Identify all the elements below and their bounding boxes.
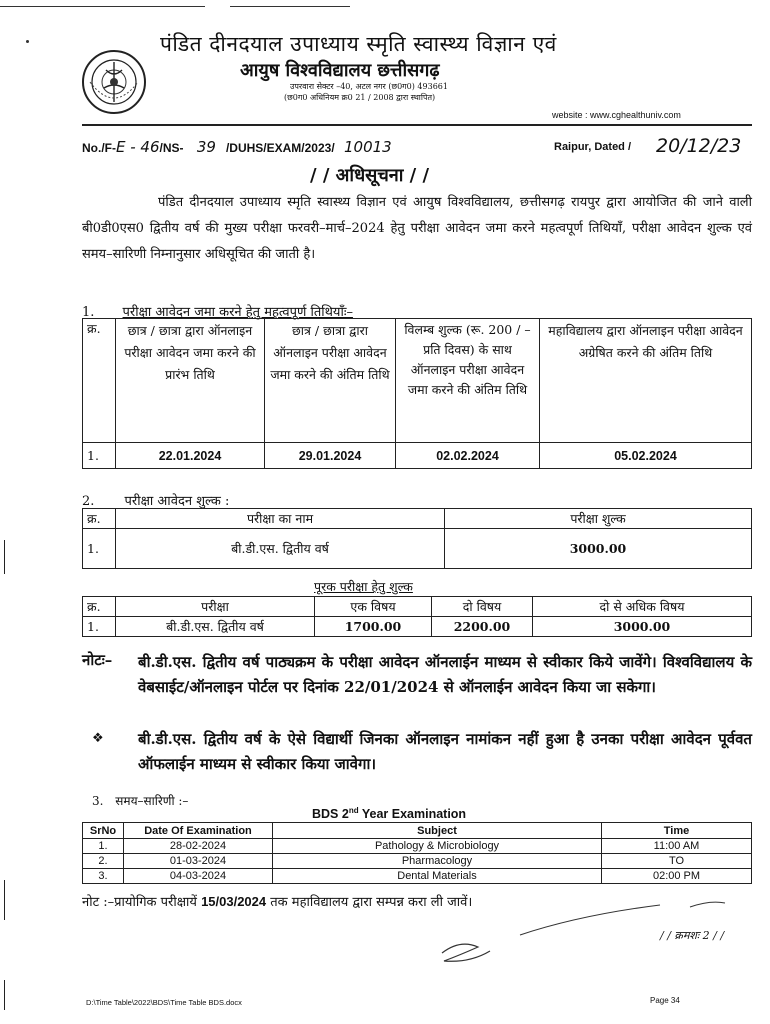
section1-heading: 1. परीक्षा आवेदन जमा करने हेतु महत्वपूर्ण तिथियाँः– bbox=[82, 305, 353, 320]
intro-paragraph: पंडित दीनदयाल उपाध्याय स्मृति स्वास्थ्य विज्ञान एवं आयुष विश्वविद्यालय, छत्तीसगढ़ रायपुर द्वारा आयोजित की जाने वाली बी0डी0एस0 द्वितीय वर्ष की मुख्य परीक्षा फरवरी–मार्च–2024 हेतु परीक्षा आवेदन जमा करने महत्वपूर्ण तिथियाँ, परीक्षा आवेदन शुल्क एवं समय–सारिणी निम्नानुसार अधिसूचित की जाती है। bbox=[82, 195, 752, 262]
note1-label: नोटः– bbox=[82, 651, 113, 669]
note1-text: बी.डी.एस. द्वितीय वर्ष पाठ्यक्रम के परीक्षा आवेदन ऑनलाईन माध्यम से स्वीकार किये जावेंगे। विश्वविद्यालय के वेबसाईट/ऑनलाइन पोर्टल पर दिनांक 22/01/2024 से ऑनलाईन आवेदन किया जा सकेगा। bbox=[138, 653, 752, 696]
exam-timetable bbox=[82, 822, 752, 884]
university-name-line2: आयुष विश्वविद्यालय छत्तीसगढ़ bbox=[240, 60, 440, 81]
section2-heading: 2. परीक्षा आवेदन शुल्क : bbox=[82, 494, 230, 509]
note2: नोट :–प्रायोगिक परीक्षायें 15/03/2024 तक महाविद्यालय द्वारा सम्पन्न करा ली जावें। bbox=[82, 894, 473, 910]
website: website : www.cghealthuniv.com bbox=[552, 110, 681, 120]
notice-title: / / अधिसूचना / / bbox=[310, 165, 430, 186]
date-handwritten: 20/12/23 bbox=[656, 135, 742, 157]
exam-fee-table bbox=[82, 508, 752, 569]
university-name-line1: पंडित दीनदयाल उपाध्याय स्मृति स्वास्थ्य विज्ञान एवं bbox=[160, 32, 557, 56]
supplementary-fee-table bbox=[82, 596, 752, 637]
bullet-icon: ❖ bbox=[92, 731, 104, 746]
margin-dot bbox=[26, 40, 29, 43]
table-row: 3. 04-03-2024 Dental Materials 02:00 PM bbox=[83, 869, 752, 884]
table-row: 1. बी.डी.एस. द्वितीय वर्ष 3000.00 bbox=[83, 529, 752, 569]
table-row: 1. 28-02-2024 Pathology & Microbiology 11:00 AM bbox=[83, 839, 752, 854]
dated-label: Raipur, Dated / bbox=[554, 141, 632, 153]
university-seal-icon bbox=[80, 48, 148, 116]
page-number: Page 34 bbox=[650, 996, 680, 1005]
table-row: 2. 01-03-2024 Pharmacology TO bbox=[83, 854, 752, 869]
file-path: D:\Time Table\2022\BDS\Time Table BDS.docx bbox=[86, 998, 242, 1007]
exam-title: BDS 2nd Year Examination bbox=[312, 806, 467, 822]
table-row: 1. 22.01.2024 29.01.2024 02.02.2024 05.02.2024 bbox=[83, 443, 752, 469]
table-header-row: क्र. परीक्षा का नाम परीक्षा शुल्क bbox=[83, 509, 752, 529]
table-header-row: क्र. छात्र / छात्रा द्वारा ऑनलाइन परीक्षा आवेदन जमा करने की प्रारंभ तिथि छात्र / छात्रा द्वारा ऑनलाइन परीक्षा आवेदन जमा करने की अंतिम तिथि विलम्ब शुल्क (रू. 200 / – प्रति दिवस) के साथ ऑनलाइन परीक्षा आवेदन जमा करने की अंतिम तिथि महाविद्यालय द्वारा ऑनलाइन परीक्षा आवेदन अग्रेषित करने की अंतिम तिथि bbox=[83, 319, 752, 443]
note1-bullet-text: बी.डी.एस. द्वितीय वर्ष के ऐसे विद्यार्थी जिनका ऑनलाइन नामांकन नहीं हुआ है उनका परीक्षा आवेदन पूर्ववत ऑफलाईन माध्यम से स्वीकार किया जावेगा। bbox=[138, 730, 752, 773]
continued-marker: / / क्रमशः 2 / / bbox=[660, 929, 725, 942]
section3-heading: 3. समय–सारिणी :– bbox=[92, 794, 189, 808]
table-header-row: SrNo Date Of Examination Subject Time bbox=[83, 823, 752, 839]
reference-number: No./F-E - 46/NS- 39 /DUHS/EXAM/2023/ 10013 bbox=[82, 138, 392, 156]
header-divider bbox=[82, 124, 752, 126]
table-row: 1. बी.डी.एस. द्वितीय वर्ष 1700.00 2200.00 3000.00 bbox=[83, 617, 752, 637]
address-line1: उपरवारा सेक्टर –40, अटल नगर (छ0ग0) 493661 bbox=[290, 82, 448, 91]
address-line2: (छ0ग0 अधिनियम क्र0 21 / 2008 द्वारा स्थापित) bbox=[284, 93, 436, 102]
table-header-row: क्र. परीक्षा एक विषय दो विषय दो से अधिक विषय bbox=[83, 597, 752, 617]
important-dates-table bbox=[82, 318, 752, 469]
supplementary-fee-heading: पूरक परीक्षा हेतु शुल्क bbox=[314, 579, 413, 594]
